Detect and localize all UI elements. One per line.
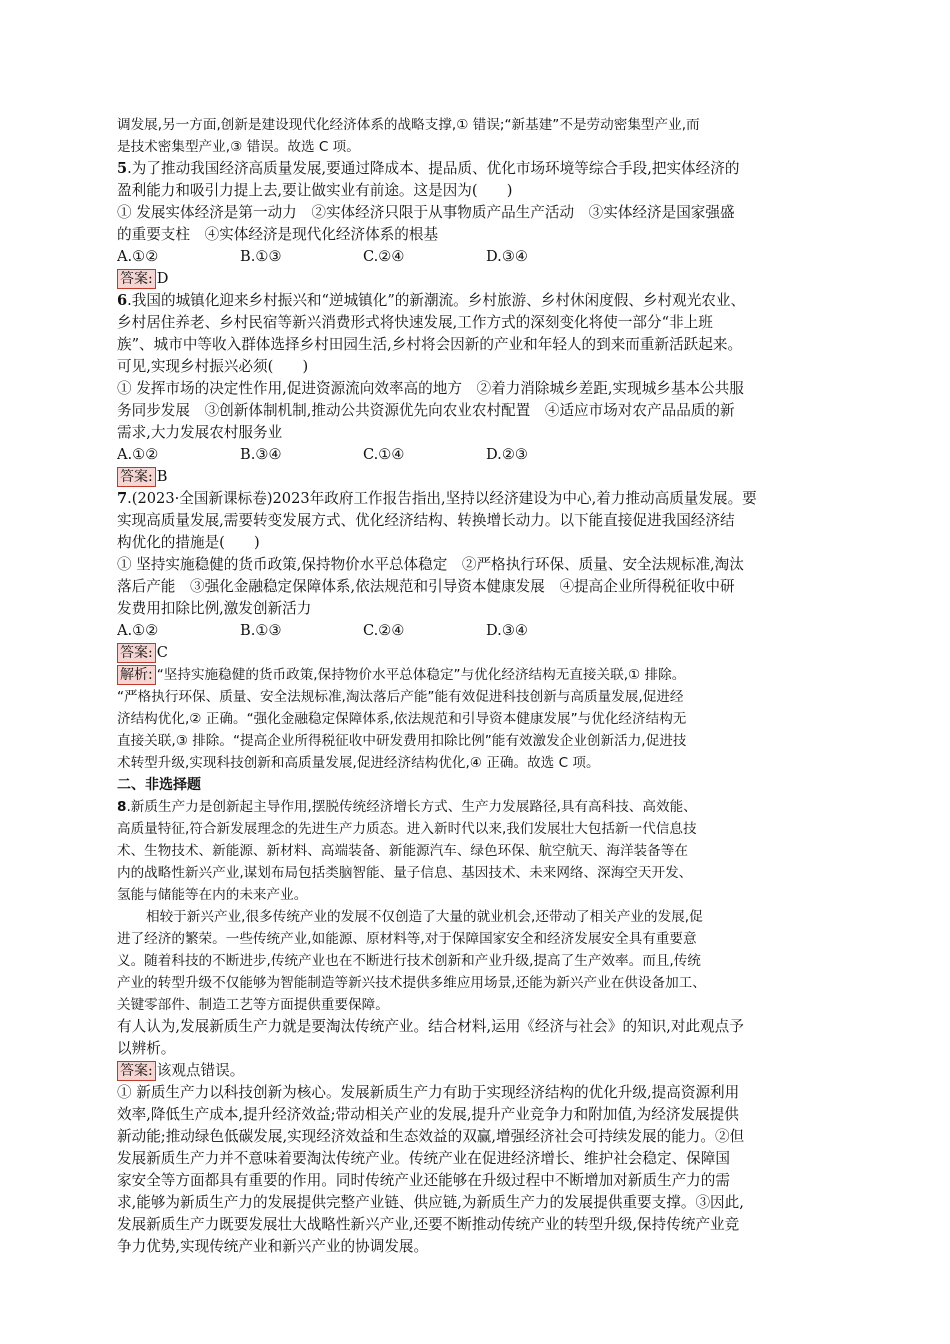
q8-material-line: 氢能与储能等在内的未来产业。 <box>117 887 308 903</box>
q6-number: 6 <box>117 292 128 309</box>
q7-stem-line: 实现高质量发展,需要转变发展方式、优化经济结构、转换增长动力。以下能直接促进我国经济结 <box>117 512 735 529</box>
q8-material-line: 8.新质生产力是创新起主导作用,摆脱传统经济增长方式、生产力发展路径,具有高科技、高效能、 <box>117 799 697 815</box>
q5-item-line: ① 发展实体经济是第一动力 ②实体经济只限于从事物质产品生产活动 ③实体经济是国家强盛 <box>117 204 735 221</box>
q6-stem-line: 乡村居住养老、乡村民宿等新兴消费形式将快速发展,工作方式的深刻变化将使一部分“非上班 <box>117 314 713 331</box>
q8-answer-line: 争力优势,实现传统产业和新兴产业的协调发展。 <box>117 1238 429 1255</box>
q8-number: 8 <box>117 799 127 815</box>
q5-option-c: C.②④ <box>363 248 405 265</box>
q5-item-line: 的重要支柱 ④实体经济是现代化经济体系的根基 <box>117 226 439 243</box>
q7-options <box>117 620 837 642</box>
q7-stem-line: 7.(2023·全国新课标卷)2023年政府工作报告指出,坚持以经济建设为中心,着力推动高质量发展。要 <box>117 490 757 507</box>
q7-option-c: C.②④ <box>363 622 405 639</box>
q7-number: 7 <box>117 490 128 507</box>
q5-options <box>117 246 837 268</box>
analysis-tag: 解析: <box>117 665 156 685</box>
q7-answer-value: C <box>156 644 168 661</box>
q8-material-line: 术、生物技术、新能源、新材料、高端装备、新能源汽车、绿色环保、航空航天、海洋装备等在 <box>117 843 688 859</box>
q6-item-line: 需求,大力发展农村服务业 <box>117 424 283 441</box>
q8-material-line: 相较于新兴产业,很多传统产业的发展不仅创造了大量的就业机会,还带动了相关产业的发展,促 <box>146 909 703 925</box>
q7-analysis-line: “严格执行环保、质量、安全法规标准,淘汰落后产能”能有效促进科技创新与高质量发展,促进经 <box>117 689 684 705</box>
q6-option-d: D.②③ <box>486 446 528 463</box>
q7-option-d: D.③④ <box>486 622 528 639</box>
q7-stem-line: 构优化的措施是( ) <box>117 534 260 551</box>
q6-stem-line: 可见,实现乡村振兴必须( ) <box>117 358 309 375</box>
q8-answer-head: 该观点错误。 <box>156 1062 245 1079</box>
q8-material-line: 进了经济的繁荣。一些传统产业,如能源、原材料等,对于保障国家安全和经济发展安全具有重要意 <box>117 931 697 947</box>
q8-question-line: 有人认为,发展新质生产力就是要淘汰传统产业。结合材料,运用《经济与社会》的知识,对此观点予 <box>117 1018 744 1035</box>
answer-tag: 答案: <box>117 643 156 663</box>
q8-material-line: 产业的转型升级不仅能够为智能制造等新兴技术提供多维应用场景,还能为新兴产业在供设备加工、 <box>117 975 706 991</box>
q6-stem-line: 族”、城市中等收入群体选择乡村田园生活,乡村将会因新的产业和年轻人的到来而重新活跃起来。 <box>117 336 743 353</box>
q5-option-a: A.①② <box>117 248 159 265</box>
q5-option-d: D.③④ <box>486 248 528 265</box>
q6-answer-value: B <box>156 468 168 485</box>
q5-stem-line: 5.为了推动我国经济高质量发展,要通过降成本、提品质、优化市场环境等综合手段,把实体经济的 <box>117 160 740 177</box>
answer-tag: 答案: <box>117 1061 156 1081</box>
q8-material-line: 内的战略性新兴产业,谋划布局包括类脑智能、量子信息、基因技术、未来网络、深海空天开发、 <box>117 865 693 881</box>
q7-item-line: 发费用扣除比例,激发创新活力 <box>117 600 312 617</box>
q7-option-b: B.①③ <box>240 622 282 639</box>
q8-answer-line: 家安全等方面都具有重要的作用。同时传统产业还能够在升级过程中不断增加对新质生产力的需 <box>117 1172 730 1189</box>
answer-tag: 答案: <box>117 467 156 487</box>
q6-option-b: B.③④ <box>240 446 282 463</box>
q6-answer <box>117 466 837 488</box>
q5-stem-line: 盈利能力和吸引力提上去,要让做实业有前途。这是因为( ) <box>117 182 513 199</box>
q8-material-line: 关键零部件、制造工艺等方面提供重要保障。 <box>117 997 389 1013</box>
q8-answer-line: 发展新质生产力既要发展壮大战略性新兴产业,还要不断推动传统产业的转型升级,保持传统产业竞 <box>117 1216 740 1233</box>
q6-item-line: 务同步发展 ③创新体制机制,推动公共资源优先向农业农村配置 ④适应市场对农产品品质的新 <box>117 402 735 419</box>
q8-material-line: 高质量特征,符合新发展理念的先进生产力质态。进入新时代以来,我们发展壮大包括新一代信息技 <box>117 821 697 837</box>
answer-tag: 答案: <box>117 269 156 289</box>
q7-analysis-line: 直接关联,③ 排除。“提高企业所得税征收中研发费用扣除比例”能有效激发企业创新活力,促进技 <box>117 733 687 749</box>
q8-question-line: 以辨析。 <box>117 1040 176 1057</box>
q6-options <box>117 444 837 466</box>
q8-answer-line: 效率,降低生产成本,提升经济效益;带动相关产业的发展,提升产业竞争力和附加值,为经济发展提供 <box>117 1106 739 1123</box>
q8-material-line: 义。随着科技的不断进步,传统产业也在不断进行技术创新和产业升级,提高了生产效率。而且,传统 <box>117 953 701 969</box>
q7-item-line: ① 坚持实施稳健的货币政策,保持物价水平总体稳定 ②严格执行环保、质量、安全法规标准,淘汰 <box>117 556 744 573</box>
q8-answer-line: ① 新质生产力以科技创新为核心。发展新质生产力有助于实现经济结构的优化升级,提高资源利用 <box>117 1084 740 1101</box>
q7-analysis-line: 济结构优化,② 正确。“强化金融稳定保障体系,依法规范和引导资本健康发展”与优化经济结构无 <box>117 711 687 727</box>
q5-option-b: B.①③ <box>240 248 282 265</box>
prev-analysis-line: 调发展,另一方面,创新是建设现代化经济体系的战略支撑,① 错误;“新基建”不是劳动密集型产业,而 <box>117 117 700 133</box>
q6-stem-line: 6.我国的城镇化迎来乡村振兴和“逆城镇化”的新潮流。乡村旅游、乡村休闲度假、乡村观光农业、 <box>117 292 746 309</box>
q8-answer-line: 发展新质生产力并不意味着要淘汰传统产业。传统产业在促进经济增长、维护社会稳定、保障国 <box>117 1150 730 1167</box>
q7-analysis-line: 解析: “坚持实施稳健的货币政策,保持物价水平总体稳定”与优化经济结构无直接关联,① 排除。 <box>117 664 837 686</box>
prev-analysis-line: 是技术密集型产业,③ 错误。故选 C 项。 <box>117 139 360 155</box>
q8-answer-line: 求,能够为新质生产力的发展提供完整产业链、供应链,为新质生产力的发展提供重要支撑。③因此, <box>117 1194 744 1211</box>
q6-option-c: C.①④ <box>363 446 405 463</box>
document-page <box>117 114 837 1258</box>
q5-answer-value: D <box>156 270 169 287</box>
q7-item-line: 落后产能 ③强化金融稳定保障体系,依法规范和引导资本健康发展 ④提高企业所得税征收中研 <box>117 578 735 595</box>
q7-option-a: A.①② <box>117 622 159 639</box>
q6-item-line: ① 发挥市场的决定性作用,促进资源流向效率高的地方 ②着力消除城乡差距,实现城乡基本公共服 <box>117 380 744 397</box>
q8-answer <box>117 1060 837 1082</box>
q7-analysis-line: 术转型升级,实现科技创新和高质量发展,促进经济结构优化,④ 正确。故选 C 项。 <box>117 755 600 771</box>
q5-answer <box>117 268 837 290</box>
q6-option-a: A.①② <box>117 446 159 463</box>
q5-number: 5 <box>117 160 128 177</box>
section-heading: 二、非选择题 <box>117 777 201 793</box>
q8-answer-line: 新动能;推动绿色低碳发展,实现经济效益和生态效益的双赢,增强经济社会可持续发展的能力。②但 <box>117 1128 745 1145</box>
q7-answer <box>117 642 837 664</box>
